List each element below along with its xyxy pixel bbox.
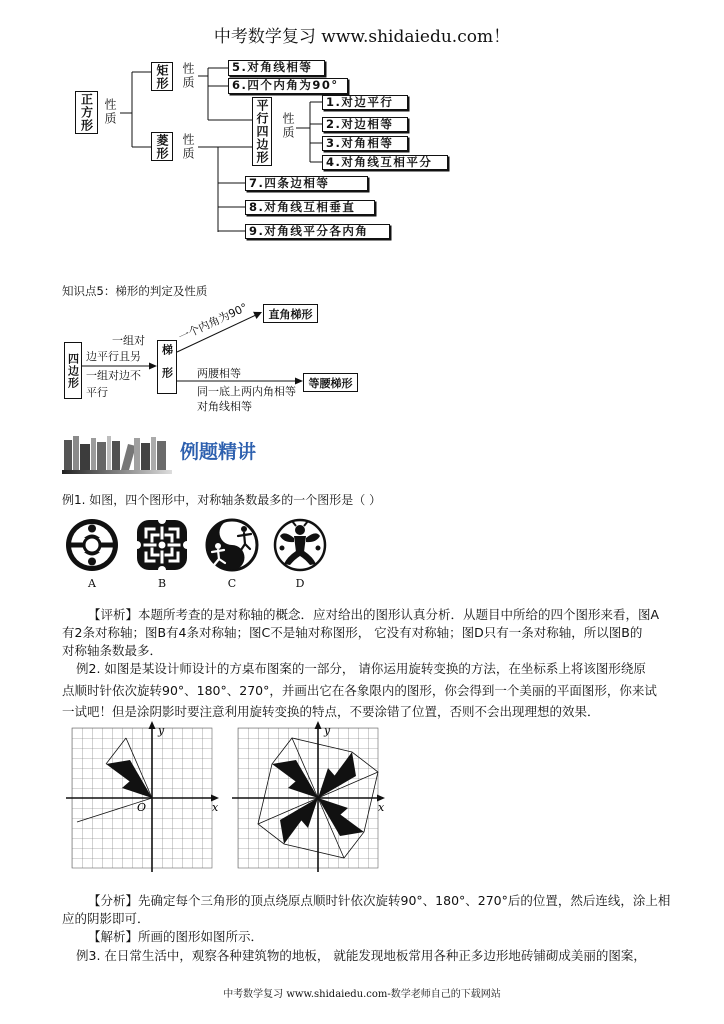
parallelogram-node: 平行四边形 [252, 97, 272, 166]
figure-b [134, 517, 190, 573]
figure-label-c: C [227, 577, 237, 590]
example-3-question: 例3. 在日常生活中，观察各种建筑物的地板， 就能发现地板常用各种正多边形地砖铺砌成美丽的图案， [76, 948, 646, 963]
trapezoid-node: 梯形 [157, 340, 177, 394]
quadrilateral-node: 四边形 [64, 342, 82, 399]
grid-rotated-figure [228, 716, 393, 878]
figure-c [204, 517, 260, 573]
rhombus-property-label: 性质 [181, 133, 195, 161]
isosceles-trapezoid-node: 等腰梯形 [303, 373, 358, 392]
section-banner-books [62, 430, 172, 476]
example-1-comment-line-2: 有2条对称轴；图B有4条对称轴；图C不是轴对称图形， 它没有对称轴；图D只有一条对称轴，所以图B的 [62, 625, 643, 640]
figure-label-a: A [88, 577, 96, 590]
figure-label-b: B [157, 577, 167, 590]
example-2-question-line-3: 一试吧！但是涂阴影时要注意利用旋转变换的特点，不要涂错了位置，否则不会出现理想的效果． [62, 704, 600, 719]
grid-right-y-label: y [324, 724, 331, 737]
grid-right-x-label: x [378, 801, 385, 814]
isosceles-condition-line-2: 同一底上两内角相等 [197, 385, 296, 398]
grid-original-figure [62, 716, 222, 878]
figure-label-d: D [295, 577, 305, 590]
property-box-6: 6.四个内角为90° [228, 78, 348, 94]
example-1-question: 例1. 如图，四个图形中，对称轴条数最多的一个图形是（ ） [62, 493, 382, 507]
grid-left-origin-label: O [137, 801, 147, 814]
property-box-8: 8.对角线互相垂直 [245, 200, 375, 215]
figure-d [272, 517, 328, 573]
square-node: 正方形 [75, 91, 98, 134]
grid-left-y-label: y [158, 724, 165, 737]
rectangle-node: 矩形 [151, 62, 173, 91]
knowledge-point-title: 知识点5：梯形的判定及性质 [62, 284, 208, 298]
rhombus-node: 菱形 [151, 132, 173, 161]
right-trapezoid-condition: 一个内角为90° [176, 300, 250, 344]
trapezoid-condition-line-1: 一组对 [112, 334, 145, 347]
property-box-3: 3.对角相等 [322, 136, 408, 151]
parallelogram-property-label: 性质 [281, 112, 295, 140]
trapezoid-condition-line-2: 边平行且另 [86, 350, 141, 363]
example-1-comment-line-1: 【评析】本题所考查的是对称轴的概念．应对给出的图形认真分析．从题目中所给的四个图形来看，图A [88, 607, 660, 622]
trapezoid-condition-line-3: 一组对边不 [86, 369, 141, 382]
property-box-7: 7.四条边相等 [245, 176, 368, 191]
isosceles-condition-line-1: 两腰相等 [197, 367, 241, 380]
square-property-label: 性质 [103, 98, 117, 126]
example-2-analysis-line-1: 【分析】先确定每个三角形的顶点绕原点顺时针依次旋转90°、180°、270°后的位置，然后连线，涂上相 [88, 893, 671, 908]
property-box-9: 9.对角线平分各内角 [245, 224, 390, 239]
figure-a [64, 517, 120, 573]
property-box-2: 2.对边相等 [322, 117, 408, 132]
page-header: 中考数学复习 www.shidaiedu.com！ [213, 27, 511, 47]
example-2-solution: 【解析】所画的图形如图所示． [88, 929, 264, 944]
example-2-question-line-1: 例2. 如图是某设计师设计的方桌布图案的一部分， 请你运用旋转变换的方法，在坐标系上将该图形绕原 [76, 661, 646, 676]
grid-left-x-label: x [212, 801, 219, 814]
section-title: 例题精讲 [180, 441, 257, 463]
isosceles-condition-line-3: 对角线相等 [197, 400, 252, 413]
property-box-4: 4.对角线互相平分 [322, 155, 448, 170]
example-2-question-line-2: 点顺时针依次旋转90°、180°、270°，并画出它在各象限内的图形，你会得到一个美丽的平面图形，你来试 [62, 683, 657, 698]
example-2-analysis-line-2: 应的阴影即可． [62, 911, 150, 926]
example-1-comment-line-3: 对称轴条数最多． [62, 643, 163, 658]
property-box-1: 1.对边平行 [322, 95, 408, 110]
right-trapezoid-node: 直角梯形 [263, 304, 318, 323]
page-footer: 中考数学复习 www.shidaiedu.com-数学老师自己的下载网站 [223, 989, 501, 1000]
trapezoid-condition-line-4: 平行 [86, 386, 108, 399]
property-box-5: 5.对角线相等 [228, 60, 325, 76]
rectangle-property-label: 性质 [181, 62, 195, 90]
